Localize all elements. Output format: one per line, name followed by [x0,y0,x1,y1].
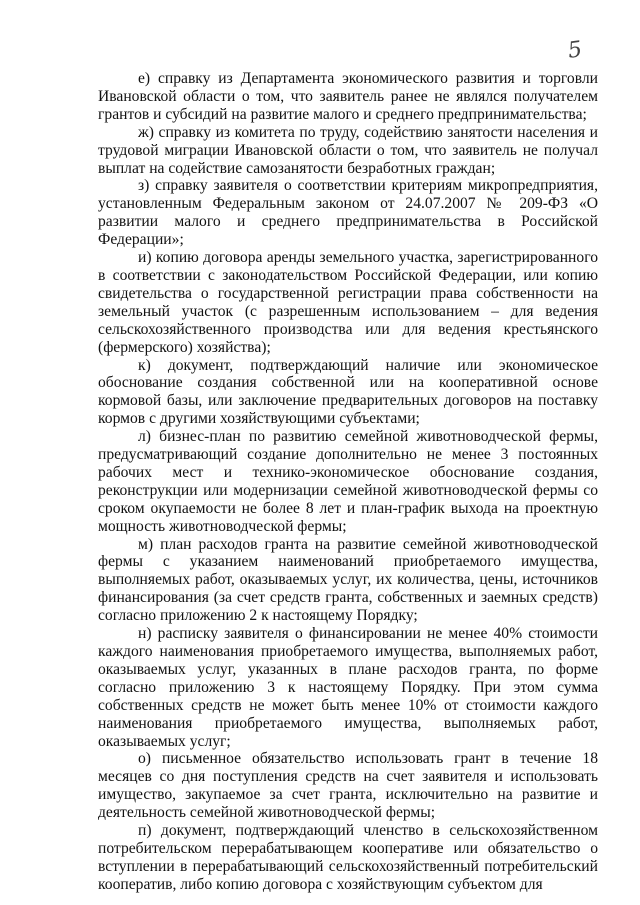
page-number: 5 [566,37,584,64]
paragraph-k: к) документ, подтверждающий наличие или экономическое обоснование создания собственной или на кооперативной основе кормовой базы, или заключение предварительных договоров на поставку кормов с другими хозяйствующими субъектами; [98,356,598,428]
paragraph-n: н) расписку заявителя о финансировании не менее 40% стоимости каждого наименования приобретаемого имущества, выполняемых работ, оказываемых услуг, указанных в плане расходов гранта, по форме согласно приложению 3 к настоящему Порядку. При этом сумма собственных средств не может быть менее 10% от стоимости каждого наименования приобретаемого имущества, выполняемых работ, оказываемых услуг; [98,625,598,750]
paragraph-m: м) план расходов гранта на развитие семейной животноводческой фермы с указанием наименований приобретаемого имущества, выполняемых работ, оказываемых услуг, их количества, цены, источников финансирования (за счет средств гранта, собственных и заемных средств) согласно приложению 2 к настоящему Порядку; [98,535,598,625]
paragraph-z: з) справку заявителя о соответствии критериям микропредприятия, установленным Федеральным законом от 24.07.2007 № 209-ФЗ «О развитии малого и среднего предпринимательства в Российской Федерации»; [98,177,598,249]
paragraph-l: л) бизнес-план по развитию семейной животноводческой фермы, предусматривающий создание дополнительно не менее 3 постоянных рабочих мест и технико-экономическое обоснование создания, реконструкции или модернизации семейной животноводческой фермы со сроком окупаемости не более 8 лет и план-график выхода на проектную мощность животноводческой фермы; [98,428,598,535]
paragraph-e: е) справку из Департамента экономического развития и торговли Ивановской области о том, что заявитель ранее не являлся получателем грантов и субсидий на развитие малого и среднего предпринимательства; [98,70,598,123]
paragraph-p: п) документ, подтверждающий членство в сельскохозяйственном потребительском перерабатывающем кооперативе или обязательство о вступлении в перерабатывающий сельскохозяйственный потребительский кооператив, либо копию договора с хозяйствующим субъектом для [98,822,598,893]
document-body [98,70,598,894]
paragraph-o: о) письменное обязательство использовать грант в течение 18 месяцев со дня поступления средств на счет заявителя и использовать имущество, закупаемое за счет гранта, исключительно на развитие и деятельность семейной животноводческой фермы; [98,750,598,822]
paragraph-zh: ж) справку из комитета по труду, содействию занятости населения и трудовой миграции Ивановской области о том, что заявитель не получал выплат на содействие самозанятости безработных граждан; [98,123,598,177]
paragraph-i: и) копию договора аренды земельного участка, зарегистрированного в соответствии с законодательством Российской Федерации, или копию свидетельства о государственной регистрации права собственности на земельный участок (с разрешенным использованием – для ведения сельскохозяйственного производства или для ведения крестьянского (фермерского) хозяйства); [98,249,598,356]
